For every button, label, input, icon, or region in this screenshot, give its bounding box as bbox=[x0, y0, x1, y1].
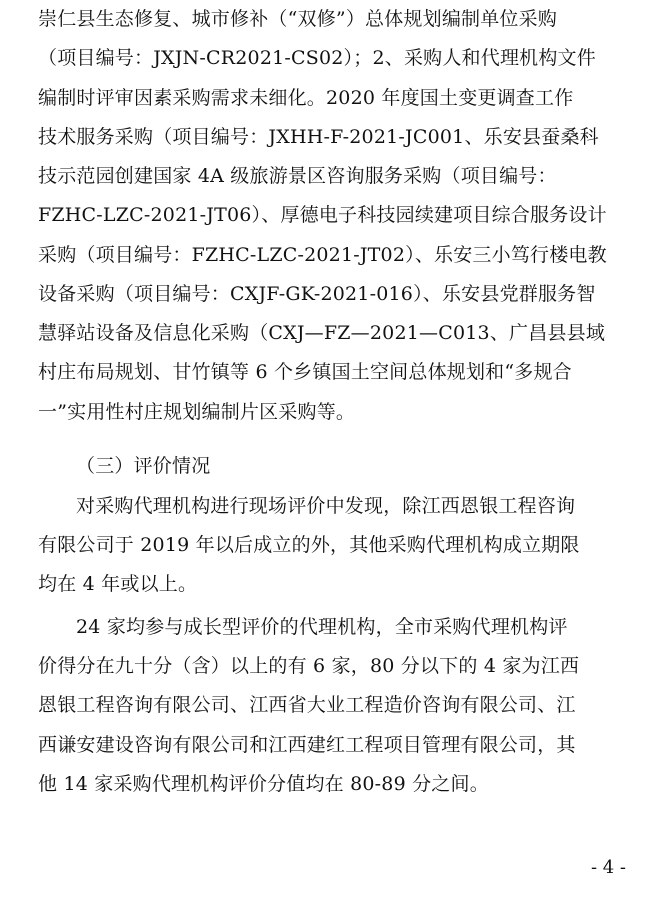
text-line: 他 14 家采购代理机构评价分值均在 80-89 分之间。 bbox=[38, 773, 489, 795]
text-line: 24 家均参与成长型评价的代理机构，全市采购代理机构评 bbox=[76, 616, 568, 638]
section-heading: （三）评价情况 bbox=[76, 455, 211, 477]
text-line: 均在 4 年或以上。 bbox=[38, 573, 198, 595]
text-line: 对采购代理机构进行现场评价中发现，除江西恩银工程咨询 bbox=[76, 495, 576, 517]
text-line: 技示范园创建国家 4A 级旅游景区咨询服务采购（项目编号： bbox=[38, 165, 557, 187]
text-line: （项目编号：JXJN-CR2021-CS02）；2、采购人和代理机构文件 bbox=[38, 47, 596, 69]
text-line: 恩银工程咨询有限公司、江西省大业工程造价咨询有限公司、江 bbox=[38, 694, 576, 716]
text-line: 一”实用性村庄规划编制片区采购等。 bbox=[38, 401, 356, 423]
page-number: - 4 - bbox=[590, 857, 626, 878]
text-line: 价得分在九十分（含）以上的有 6 家，80 分以下的 4 家为江西 bbox=[38, 655, 580, 677]
text-line: 慧驿站设备及信息化采购（CXJ—FZ—2021—C013、广昌县县域 bbox=[38, 322, 606, 344]
text-line: 设备采购（项目编号：CXJF-GK-2021-016）、乐安县党群服务智 bbox=[38, 283, 596, 305]
text-line: 采购（项目编号：FZHC-LZC-2021-JT02）、乐安三小笃行楼电教 bbox=[38, 244, 607, 266]
text-line: 村庄布局规划、甘竹镇等 6 个乡镇国土空间总体规划和“多规合 bbox=[38, 361, 572, 383]
text-line: 有限公司于 2019 年以后成立的外，其他采购代理机构成立期限 bbox=[38, 534, 580, 556]
text-line: FZHC-LZC-2021-JT06）、厚德电子科技园续建项目综合服务设计 bbox=[38, 204, 607, 226]
text-line: 编制时评审因素采购需求未细化。2020 年度国土变更调查工作 bbox=[38, 87, 574, 109]
text-line: 技术服务采购（项目编号：JXHH-F-2021-JC001、乐安县蚕桑科 bbox=[38, 126, 599, 148]
text-line: 西谦安建设咨询有限公司和江西建红工程项目管理有限公司，其 bbox=[38, 734, 576, 756]
text-line: 崇仁县生态修复、城市修补（“双修”）总体规划编制单位采购 bbox=[38, 8, 558, 30]
